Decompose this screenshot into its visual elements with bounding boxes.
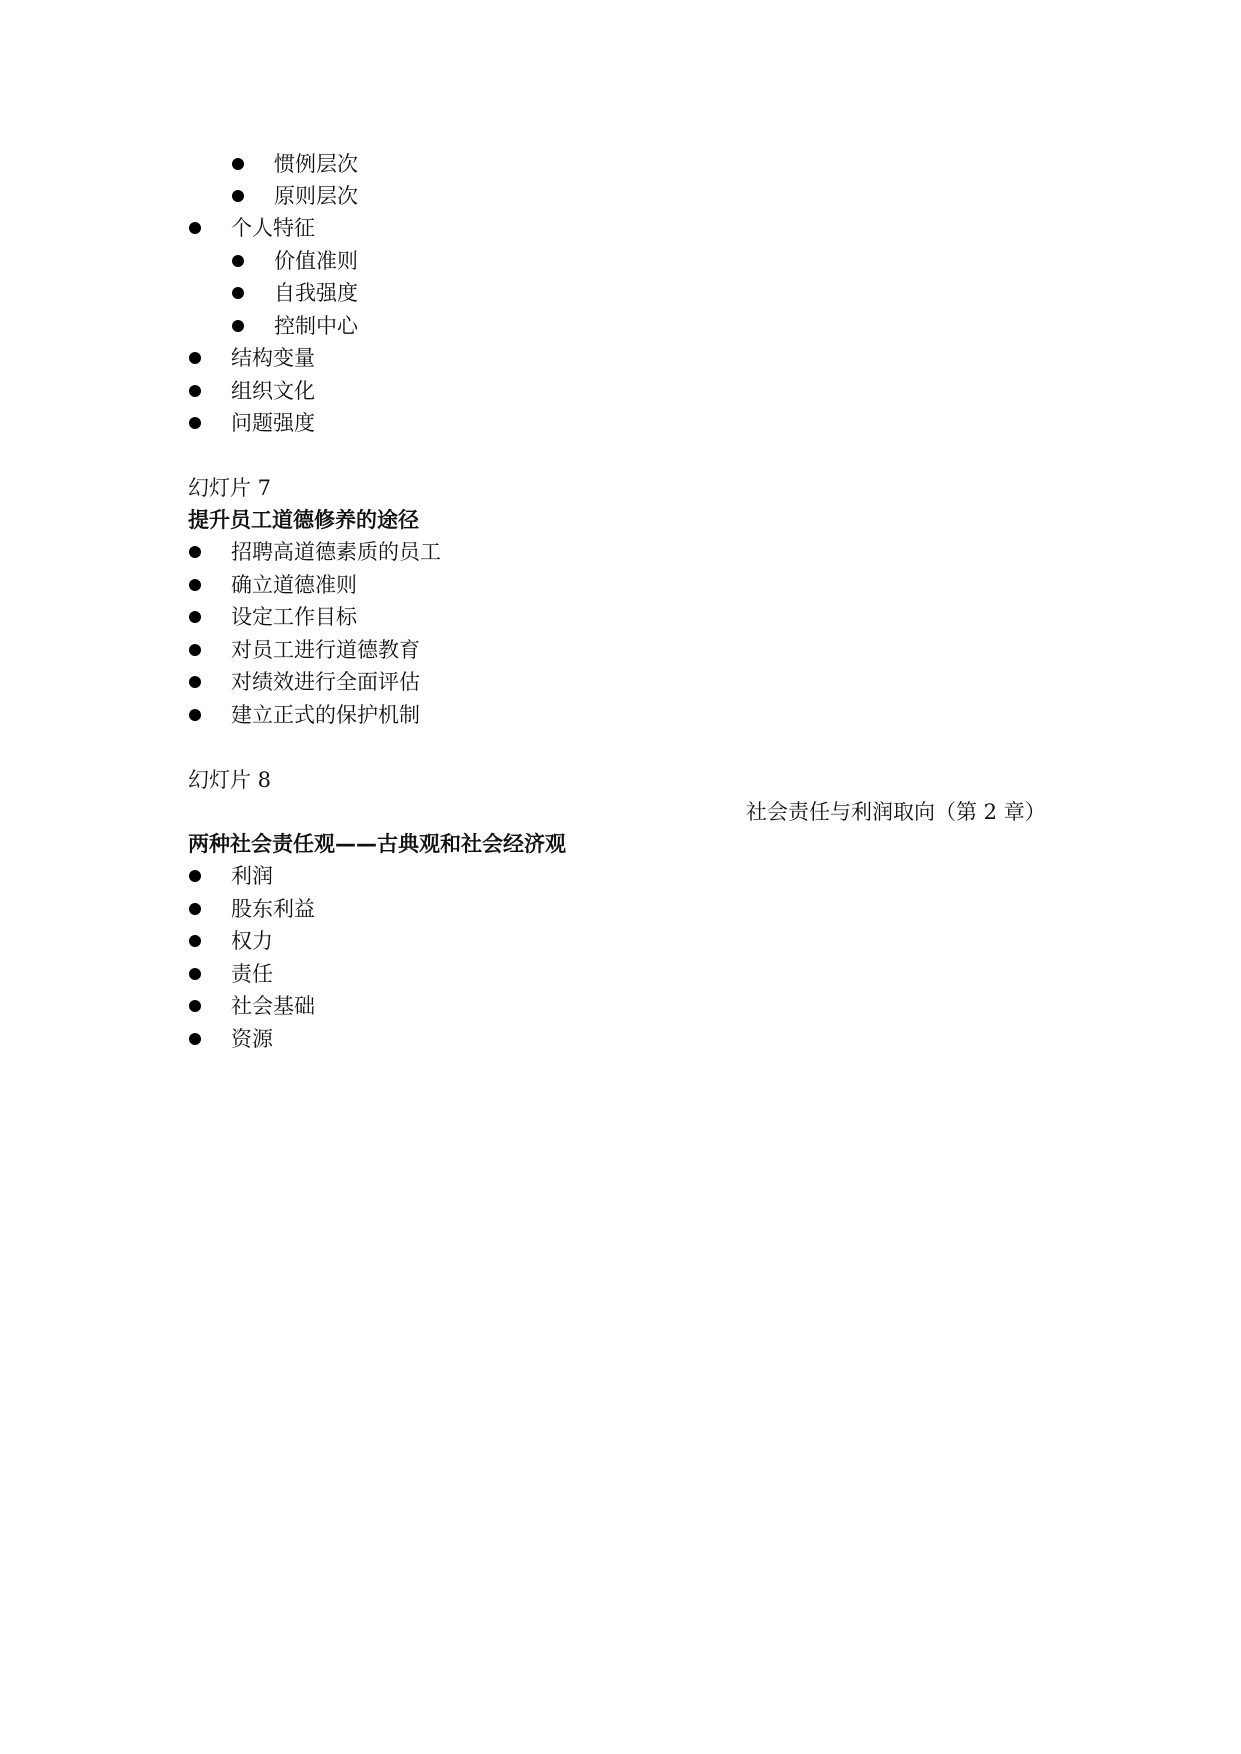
list-item: 建立正式的保护机制 [231, 703, 420, 727]
chapter-note: 社会责任与利润取向（第 2 章） [746, 800, 1046, 824]
list-item: 价值准则 [274, 249, 358, 273]
list-item: 利润 [231, 864, 273, 888]
list-item: 个人特征 [231, 216, 315, 240]
bullet-icon [189, 709, 201, 721]
list-item: 社会基础 [231, 994, 315, 1018]
bullet-icon [232, 320, 244, 332]
bullet-icon [189, 903, 201, 915]
slide8-title: 两种社会责任观——古典观和社会经济观 [188, 832, 566, 856]
bullet-icon [232, 255, 244, 267]
list-item: 设定工作目标 [231, 605, 357, 629]
list-item: 招聘高道德素质的员工 [231, 540, 441, 564]
list-item: 原则层次 [274, 184, 358, 208]
list-item: 自我强度 [274, 281, 358, 305]
bullet-icon [189, 1033, 201, 1045]
list-item: 组织文化 [231, 379, 315, 403]
list-item: 问题强度 [231, 411, 315, 435]
bullet-icon [189, 352, 201, 364]
bullet-icon [189, 611, 201, 623]
list-item: 股东利益 [231, 897, 315, 921]
list-item: 结构变量 [231, 346, 315, 370]
list-item: 惯例层次 [274, 152, 358, 176]
bullet-icon [189, 644, 201, 656]
list-item: 对绩效进行全面评估 [231, 670, 420, 694]
slide7-label: 幻灯片 7 [188, 476, 272, 500]
bullet-icon [189, 579, 201, 591]
bullet-icon [232, 190, 244, 202]
bullet-icon [232, 287, 244, 299]
list-item: 资源 [231, 1027, 273, 1051]
bullet-icon [189, 385, 201, 397]
list-item: 对员工进行道德教育 [231, 638, 420, 662]
list-item: 权力 [231, 929, 273, 953]
bullet-icon [189, 222, 201, 234]
bullet-icon [232, 158, 244, 170]
bullet-icon [189, 546, 201, 558]
bullet-icon [189, 1000, 201, 1012]
bullet-icon [189, 935, 201, 947]
list-item: 确立道德准则 [231, 573, 357, 597]
list-item: 责任 [231, 962, 273, 986]
bullet-icon [189, 968, 201, 980]
list-item: 控制中心 [274, 314, 358, 338]
bullet-icon [189, 676, 201, 688]
bullet-icon [189, 870, 201, 882]
slide7-title: 提升员工道德修养的途径 [188, 508, 419, 532]
bullet-icon [189, 417, 201, 429]
slide8-label: 幻灯片 8 [188, 768, 272, 792]
